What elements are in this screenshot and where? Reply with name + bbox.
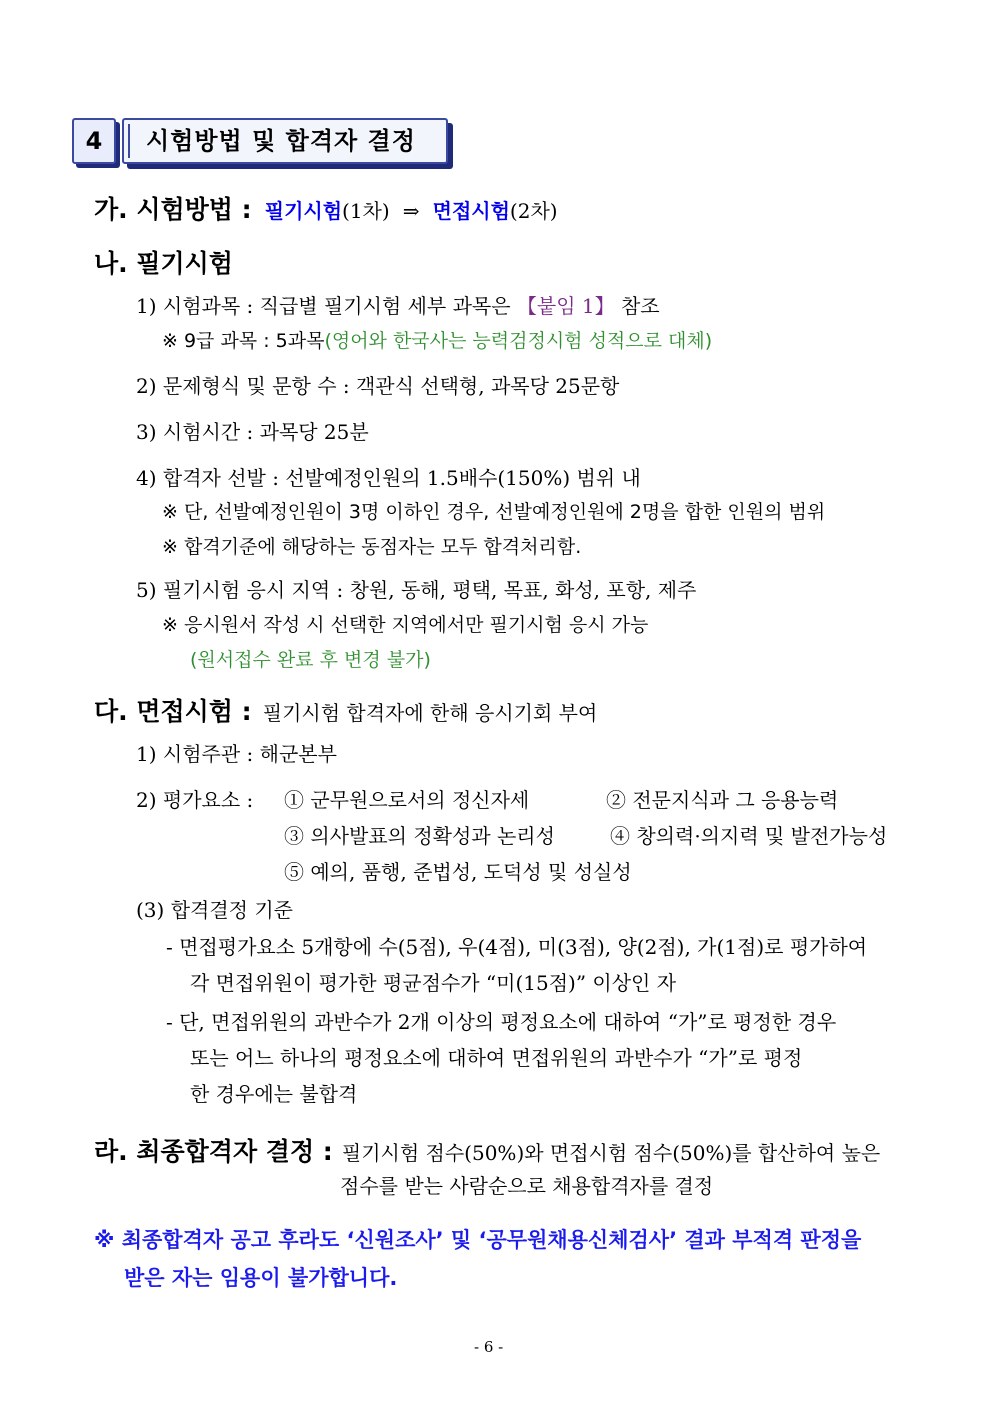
na-item5-note-green: (원서접수 완료 후 변경 불가)	[190, 649, 431, 671]
na-item2: 2) 문제형식 및 문항 수 : 객관식 선택형, 과목당 25문항	[136, 374, 620, 398]
arrow-icon: ⇒	[402, 199, 420, 223]
na-item1-post: 참조	[614, 294, 660, 318]
da-factor2: ② 전문지식과 그 응용능력	[606, 788, 839, 812]
da-crit2-line1: - 단, 면접위원의 과반수가 2개 이상의 평정요소에 대하여 “가”로 평정한 경우	[166, 1010, 837, 1034]
final-note-line1: ※ 최종합격자 공고 후라도 ‘신원조사’ 및 ‘공무원채용신체검사’ 결과 부적격 판정을	[94, 1228, 862, 1252]
written-exam-label: 필기시험	[264, 199, 343, 223]
na-item4: 4) 합격자 선발 : 선발예정인원의 1.5배수(150%) 범위 내	[136, 466, 641, 490]
na-item5: 5) 필기시험 응시 지역 : 창원, 동해, 평택, 목표, 화성, 포항, 제주	[136, 578, 697, 602]
section-na-heading: 나. 필기시험	[94, 249, 233, 278]
written-exam-round: (1차)	[342, 199, 390, 223]
section-da-line	[94, 692, 597, 728]
section-title-box	[122, 118, 448, 164]
na-item1-ref: 【붙임 1】	[516, 294, 615, 318]
na-item5-note: ※ 응시원서 작성 시 선택한 지역에서만 필기시험 응시 가능	[162, 614, 649, 636]
da-factor3: ③ 의사발표의 정확성과 논리성	[284, 824, 555, 848]
da-item2-label: 2) 평가요소 :	[136, 788, 254, 812]
da-item3: (3) 합격결정 기준	[136, 898, 293, 922]
section-title: 시험방법 및 합격자 결정	[146, 127, 416, 155]
section-ra-text-line2: 점수를 받는 사람순으로 채용합격자를 결정	[340, 1174, 714, 1198]
section-ra-text-line1: 필기시험 점수(50%)와 면접시험 점수(50%)를 합산하여 높은	[341, 1141, 881, 1165]
section-number-box: 4	[72, 118, 116, 164]
da-crit1-line2: 각 면접위원이 평가한 평균점수가 “미(15점)” 이상인 자	[190, 971, 677, 995]
da-item1: 1) 시험주관 : 해군본부	[136, 742, 337, 766]
na-item1-text: 1) 시험과목 : 직급별 필기시험 세부 과목은	[136, 294, 517, 318]
section-ga-heading: 가. 시험방법 :	[94, 195, 252, 224]
interview-exam-round: (2차)	[509, 199, 558, 223]
da-factor5: ⑤ 예의, 품행, 준법성, 도덕성 및 성실성	[284, 860, 632, 884]
da-crit1-line1: - 면접평가요소 5개항에 수(5점), 우(4점), 미(3점), 양(2점), 가(1점)로 평가하여	[166, 935, 868, 959]
da-crit2-line3: 한 경우에는 불합격	[190, 1082, 358, 1106]
na-item1-note-green: (영어와 한국사는 능력검정시험 성적으로 대체)	[324, 330, 713, 352]
na-item1-note-text: ※ 9급 과목 : 5과목	[162, 330, 325, 352]
na-item1-note	[162, 326, 712, 353]
na-item4-note2: ※ 합격기준에 해당하는 동점자는 모두 합격처리함.	[162, 536, 582, 558]
section-ra-heading: 라. 최종합격자 결정 :	[94, 1137, 333, 1166]
section-da-heading: 다. 면접시험 :	[94, 697, 252, 726]
da-factor1: ① 군무원으로서의 정신자세	[284, 788, 530, 812]
page-number: - 6 -	[474, 1338, 504, 1356]
section-ga-line	[94, 190, 558, 226]
section-ra-line	[94, 1132, 880, 1168]
da-factor4: ④ 창의력·의지력 및 발전가능성	[610, 824, 888, 848]
na-item3: 3) 시험시간 : 과목당 25분	[136, 420, 369, 444]
na-item4-note1: ※ 단, 선발예정인원이 3명 이하인 경우, 선발예정인원에 2명을 합한 인원의 범위	[162, 501, 826, 523]
da-crit2-line2: 또는 어느 하나의 평정요소에 대하여 면접위원의 과반수가 “가”로 평정	[190, 1046, 803, 1070]
final-note-line2: 받은 자는 임용이 불가합니다.	[124, 1266, 398, 1290]
na-item1	[136, 290, 660, 319]
section-da-text: 필기시험 합격자에 한해 응시기회 부여	[262, 701, 598, 725]
interview-exam-label: 면접시험	[432, 199, 510, 223]
